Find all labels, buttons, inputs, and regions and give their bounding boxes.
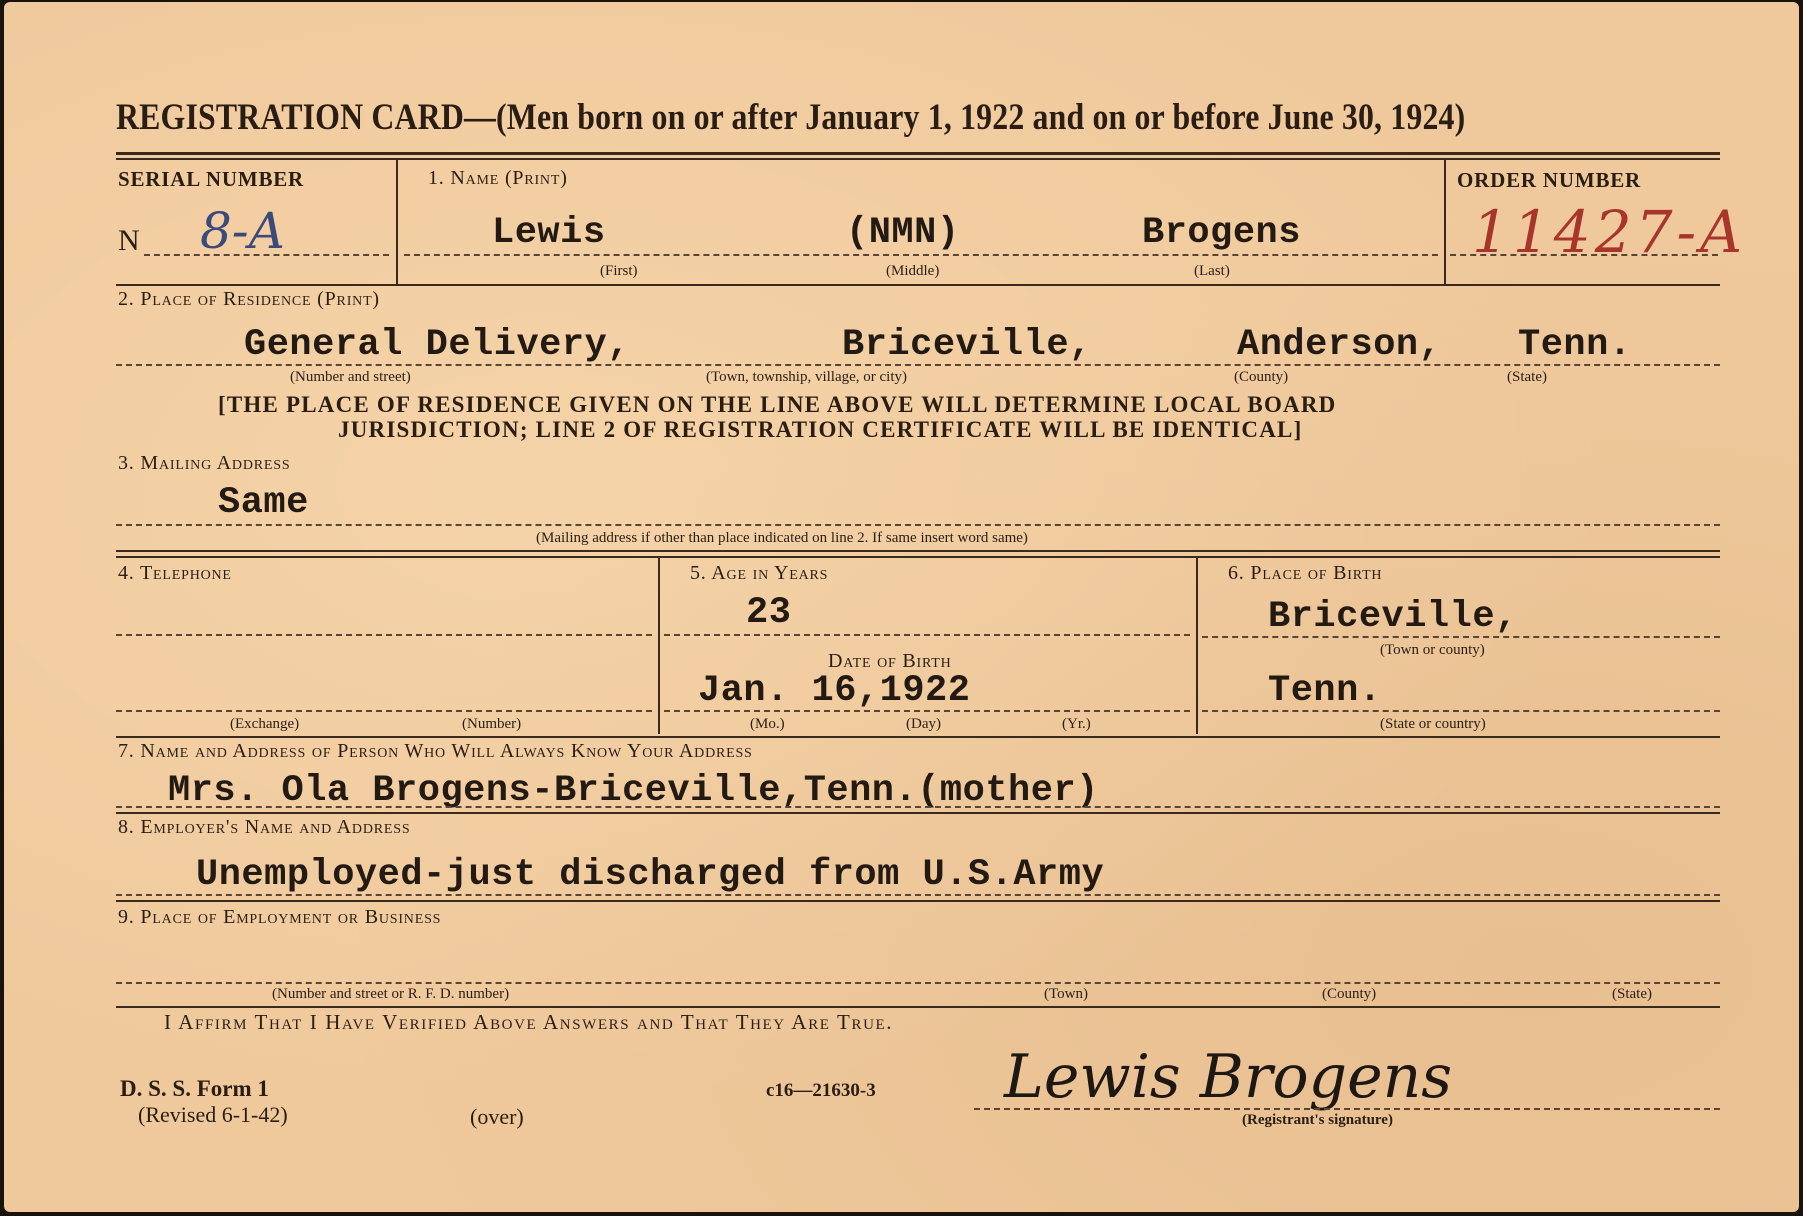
birthplace-town-caption: (Town or county) — [1380, 642, 1485, 658]
name-first: Lewis — [492, 212, 606, 254]
birthplace-town: Briceville, — [1268, 596, 1518, 638]
employment-place-label: 9. Place of Employment or Business — [118, 906, 442, 928]
divider-serial — [396, 160, 398, 284]
row1-rule — [116, 284, 1720, 286]
residence-street-caption: (Number and street) — [290, 369, 411, 385]
top-rule-inner — [116, 158, 1720, 160]
residence-notice-line2: JURISDICTION; LINE 2 OF REGISTRATION CERTIFICATE WILL BE IDENTICAL] — [338, 417, 1303, 442]
serial-prefix: N — [118, 224, 140, 257]
divider-telephone — [658, 558, 660, 734]
birthplace-state-line — [1202, 710, 1720, 712]
residence-line — [116, 364, 1720, 366]
telephone-label: 4. Telephone — [118, 562, 232, 584]
employment-county-caption: (County) — [1322, 986, 1377, 1002]
serial-number-label: SERIAL NUMBER — [118, 167, 305, 191]
registration-card — [4, 2, 1799, 1212]
last-caption: (Last) — [1194, 263, 1230, 279]
form-over: (over) — [470, 1104, 524, 1129]
residence-street: General Delivery, — [244, 324, 630, 366]
employment-town-caption: (Town) — [1044, 986, 1088, 1002]
employer-value: Unemployed-just discharged from U.S.Army — [196, 854, 1105, 896]
dob-line — [664, 710, 1190, 712]
divider-order — [1444, 160, 1446, 284]
name-last: Brogens — [1142, 212, 1301, 254]
employment-street-caption: (Number and street or R. F. D. number) — [272, 986, 510, 1002]
dob-day-caption: (Day) — [906, 716, 941, 732]
order-number-value: 11427-A — [1472, 198, 1746, 266]
name-label: 1. Name (Print) — [428, 167, 568, 189]
residence-county-caption: (County) — [1234, 369, 1289, 385]
birthplace-town-line — [1202, 636, 1720, 638]
row7-rule — [116, 812, 1720, 814]
contact-label: 7. Name and Address of Person Who Will Always Know Your Address — [118, 740, 753, 762]
residence-label: 2. Place of Residence (Print) — [118, 288, 380, 310]
contact-value: Mrs. Ola Brogens-Briceville,Tenn.(mother) — [168, 770, 1099, 812]
row9-rule — [116, 1006, 1720, 1008]
birthplace-state-caption: (State or country) — [1380, 716, 1486, 732]
signature-caption: (Registrant's signature) — [1242, 1112, 1393, 1128]
form-code: c16—21630-3 — [766, 1080, 876, 1101]
registrant-signature: Lewis Brogens — [1004, 1042, 1453, 1112]
form-revised: (Revised 6-1-42) — [138, 1102, 288, 1127]
top-rule — [116, 152, 1720, 155]
middle-caption: (Middle) — [886, 263, 940, 279]
order-line — [1450, 254, 1718, 256]
serial-number-value: 8-A — [200, 202, 285, 260]
exchange-caption: (Exchange) — [230, 716, 300, 732]
number-caption: (Number) — [462, 716, 522, 732]
name-line — [404, 254, 1438, 256]
order-number-label: ORDER NUMBER — [1457, 168, 1642, 192]
mailing-line — [116, 524, 1720, 526]
residence-notice-line1: [THE PLACE OF RESIDENCE GIVEN ON THE LINE ABOVE WILL DETERMINE LOCAL BOARD — [218, 392, 1337, 417]
divider-birth — [1196, 558, 1198, 734]
telephone-line1 — [116, 634, 652, 636]
age-value: 23 — [746, 592, 792, 634]
residence-state: Tenn. — [1518, 324, 1632, 366]
dob-month-caption: (Mo.) — [750, 716, 785, 732]
first-caption: (First) — [600, 263, 638, 279]
name-middle: (NMN) — [846, 212, 960, 254]
residence-county: Anderson, — [1237, 324, 1442, 366]
birthplace-state: Tenn. — [1268, 670, 1382, 712]
employer-line — [116, 894, 1720, 896]
age-line — [664, 634, 1190, 636]
mailing-value: Same — [218, 482, 309, 524]
residence-state-caption: (State) — [1507, 369, 1547, 385]
age-label: 5. Age in Years — [690, 562, 829, 584]
signature-line — [974, 1108, 1720, 1110]
row6-rule — [116, 736, 1720, 738]
affirmation-text: I Affirm That I Have Verified Above Answers and That They Are True. — [164, 1010, 894, 1034]
employment-state-caption: (State) — [1612, 986, 1652, 1002]
birthplace-label: 6. Place of Birth — [1228, 562, 1383, 584]
form-title: REGISTRATION CARD—(Men born on or after January 1, 1922 and on or before June 30, 1924) — [116, 97, 1466, 138]
row3-rule-inner — [116, 556, 1720, 558]
dob-value: Jan. 16,1922 — [698, 670, 971, 712]
mailing-label: 3. Mailing Address — [118, 452, 291, 474]
dob-label: Date of Birth — [828, 650, 952, 672]
dob-year-caption: (Yr.) — [1062, 716, 1091, 732]
mailing-caption: (Mailing address if other than place indicated on line 2. If same insert word same) — [536, 530, 1028, 546]
telephone-line2 — [116, 710, 652, 712]
row3-rule — [116, 550, 1720, 552]
residence-town: Briceville, — [842, 324, 1092, 366]
residence-town-caption: (Town, township, village, or city) — [706, 369, 907, 385]
row8-rule — [116, 900, 1720, 902]
form-name: D. S. S. Form 1 — [120, 1076, 269, 1101]
employment-place-line — [116, 982, 1720, 984]
contact-line — [116, 806, 1720, 808]
employer-label: 8. Employer's Name and Address — [118, 816, 411, 838]
